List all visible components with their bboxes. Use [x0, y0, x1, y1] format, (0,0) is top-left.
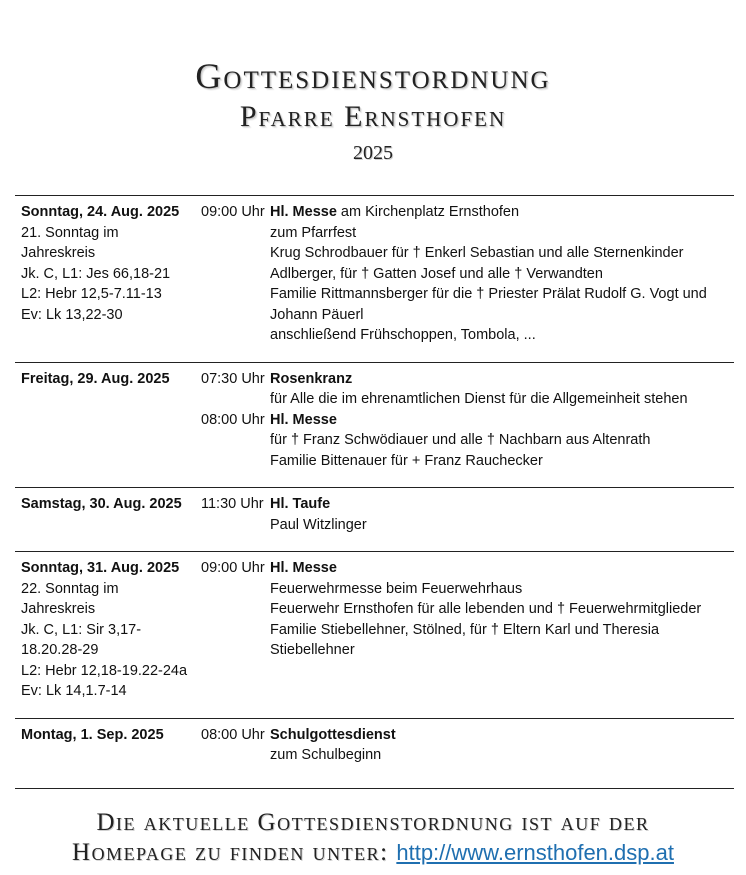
- service-item: [197, 558, 734, 661]
- schedule-entry: [15, 195, 734, 362]
- service-time: 09:00 Uhr: [201, 204, 265, 220]
- date-column: [15, 558, 197, 702]
- liturgy-note: Ev: Lk 13,22-30: [21, 306, 123, 323]
- service-title: Hl. Taufe: [270, 496, 331, 512]
- homepage-link[interactable]: http://www.ernsthofen.dsp.at: [396, 840, 674, 865]
- liturgy-note: Jk. C, L1: Jes 66,18-21: [21, 265, 171, 282]
- service-title: Schulgottesdienst: [270, 726, 396, 743]
- service-heading: [270, 558, 734, 579]
- footer-line-1: Die aktuelle Gottesdienstordnung ist auf der: [96, 809, 650, 836]
- page-subtitle: Pfarre Ernsthofen: [239, 100, 507, 133]
- schedule-row: [15, 725, 734, 766]
- liturgy-note: Jahreskreis: [21, 601, 96, 617]
- services-column: [197, 202, 734, 346]
- liturgy-note: 21. Sonntag im: [21, 224, 119, 241]
- services-column: [197, 725, 734, 766]
- service-heading: [270, 725, 734, 746]
- date-column: [15, 494, 197, 535]
- date-column: [15, 369, 197, 472]
- service-intention: Familie Stiebellehner, Stölned, für † Eltern Karl und Theresia: [270, 621, 660, 638]
- entry-date: Montag, 1. Sep. 2025: [21, 726, 164, 743]
- liturgy-note: 22. Sonntag im: [21, 580, 119, 597]
- service-item: [197, 494, 734, 535]
- service-intention: Johann Päuerl: [270, 306, 364, 323]
- service-description: [270, 558, 734, 661]
- service-intention: Familie Bittenauer für + Franz Rauchecker: [270, 452, 543, 469]
- entry-date: Freitag, 29. Aug. 2025: [21, 370, 170, 387]
- service-description: [270, 369, 734, 410]
- service-item: [197, 202, 734, 346]
- service-item: [197, 369, 734, 410]
- service-item: [197, 725, 734, 766]
- schedule-entry: [15, 362, 734, 488]
- schedule-entry: [15, 551, 734, 718]
- schedule-row: [15, 558, 734, 702]
- entry-date: Samstag, 30. Aug. 2025: [21, 496, 182, 512]
- schedule-row: [15, 369, 734, 472]
- services-column: [197, 494, 734, 535]
- service-title: Rosenkranz: [270, 370, 353, 387]
- service-heading: [270, 369, 734, 390]
- service-intention: Familie Rittmannsberger für die † Priester Prälat Rudolf G. Vogt und: [270, 286, 707, 302]
- service-heading: [270, 494, 734, 515]
- services-column: [197, 558, 734, 702]
- liturgy-note: Jk. C, L1: Sir 3,17-: [21, 621, 142, 638]
- header: [0, 58, 746, 165]
- page-year: 2025: [353, 142, 393, 164]
- service-description: [270, 494, 734, 535]
- service-intention: Feuerwehr Ernsthofen für alle lebenden und † Feuerwehrmitglieder: [270, 601, 702, 617]
- schedule-row: [15, 494, 734, 535]
- service-intention: Feuerwehrmesse beim Feuerwehrhaus: [270, 580, 523, 597]
- service-description: [270, 725, 734, 766]
- footer: [0, 808, 746, 868]
- liturgy-note: L2: Hebr 12,5-7.11-13: [21, 286, 162, 302]
- schedule-entry: [15, 718, 734, 789]
- service-intention: Krug Schrodbauer für † Enkerl Sebastian und alle Sternenkinder: [270, 245, 684, 261]
- service-time: 07:30 Uhr: [201, 370, 265, 387]
- service-intention: Paul Witzlinger: [270, 516, 367, 533]
- date-column: [15, 202, 197, 346]
- schedule-table: [15, 195, 734, 789]
- service-description: [270, 410, 734, 472]
- service-time: 08:00 Uhr: [201, 411, 265, 428]
- page-title: Gottesdienstordnung: [195, 56, 551, 96]
- footer-line-2: [0, 838, 746, 868]
- service-time: 11:30 Uhr: [201, 496, 264, 512]
- service-time: 09:00 Uhr: [201, 560, 265, 576]
- service-intention: für Alle die im ehrenamtlichen Dienst für die Allgemeinheit stehen: [270, 391, 688, 407]
- service-intention: Stiebellehner: [270, 642, 355, 658]
- service-intention: zum Pfarrfest: [270, 224, 357, 241]
- service-location: am Kirchenplatz Ernsthofen: [336, 204, 520, 220]
- service-title: Hl. Messe: [270, 204, 337, 220]
- entry-date: Sonntag, 24. Aug. 2025: [21, 204, 180, 220]
- service-title: Hl. Messe: [270, 411, 337, 428]
- service-heading: [270, 410, 734, 431]
- service-title: Hl. Messe: [270, 560, 337, 576]
- service-intention: anschließend Frühschoppen, Tombola, ...: [270, 327, 536, 343]
- service-intention: für † Franz Schwödiauer und alle † Nachbarn aus Altenrath: [270, 432, 651, 448]
- service-description: [270, 202, 734, 346]
- liturgy-note: L2: Hebr 12,18-19.22-24a: [21, 662, 188, 679]
- services-column: [197, 369, 734, 472]
- liturgy-note: Jahreskreis: [21, 245, 96, 261]
- schedule-entry: [15, 487, 734, 551]
- liturgy-note: Ev: Lk 14,1.7-14: [21, 683, 127, 699]
- schedule-row: [15, 202, 734, 346]
- entry-date: Sonntag, 31. Aug. 2025: [21, 560, 180, 576]
- service-intention: zum Schulbeginn: [270, 747, 382, 763]
- service-intention: Adlberger, für † Gatten Josef und alle † Verwandten: [270, 265, 603, 282]
- service-heading: [270, 202, 734, 223]
- service-time: 08:00 Uhr: [201, 726, 265, 743]
- service-item: [197, 410, 734, 472]
- date-column: [15, 725, 197, 766]
- footer-line-2-text: Homepage zu finden unter:: [72, 839, 397, 866]
- liturgy-note: 18.20.28-29: [21, 642, 99, 658]
